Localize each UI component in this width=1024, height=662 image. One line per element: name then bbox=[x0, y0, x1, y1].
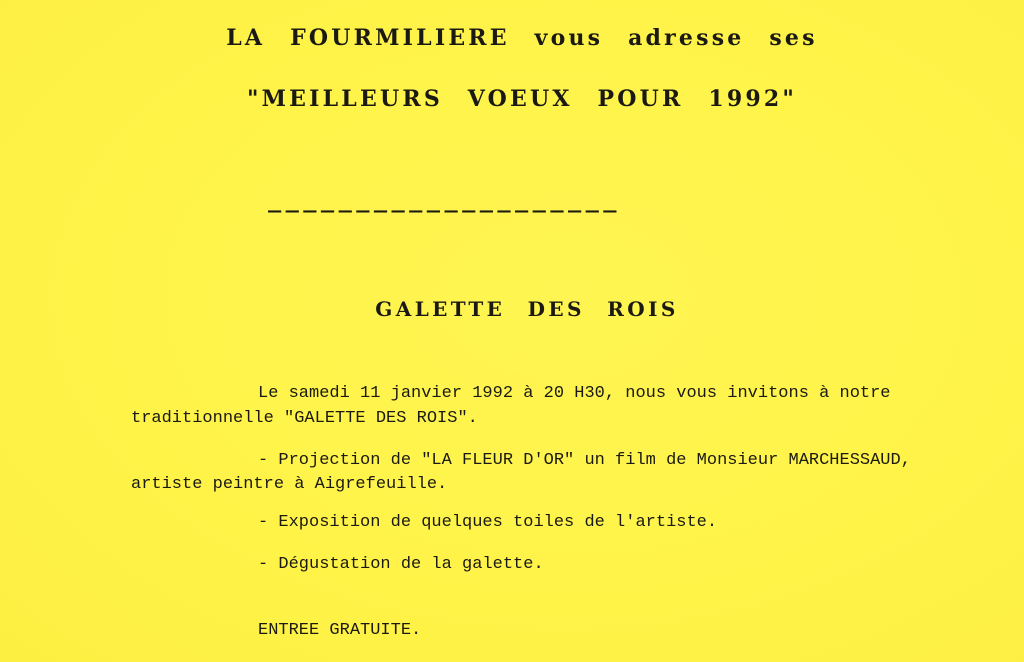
invitation-line-1: Le samedi 11 janvier 1992 à 20 H30, nous vous invitons à notre bbox=[258, 384, 891, 403]
program-item-projection-continued: artiste peintre à Aigrefeuille. bbox=[131, 475, 448, 494]
entry-notice: ENTREE GRATUITE. bbox=[258, 621, 422, 640]
divider-line: ____________________ bbox=[268, 188, 621, 213]
program-item-exposition: - Exposition de quelques toiles de l'artiste. bbox=[258, 513, 718, 532]
greeting-line-2: "MEILLEURS VOEUX POUR 1992" bbox=[246, 86, 798, 112]
greeting-line-1: LA FOURMILIERE vous adresse ses bbox=[226, 25, 818, 51]
event-title: GALETTE DES ROIS bbox=[375, 297, 679, 321]
program-item-degustation: - Dégustation de la galette. bbox=[258, 555, 544, 574]
invitation-line-2: traditionnelle "GALETTE DES ROIS". bbox=[131, 409, 478, 428]
program-item-projection: - Projection de "LA FLEUR D'OR" un film de Monsieur MARCHESSAUD, bbox=[258, 451, 911, 470]
